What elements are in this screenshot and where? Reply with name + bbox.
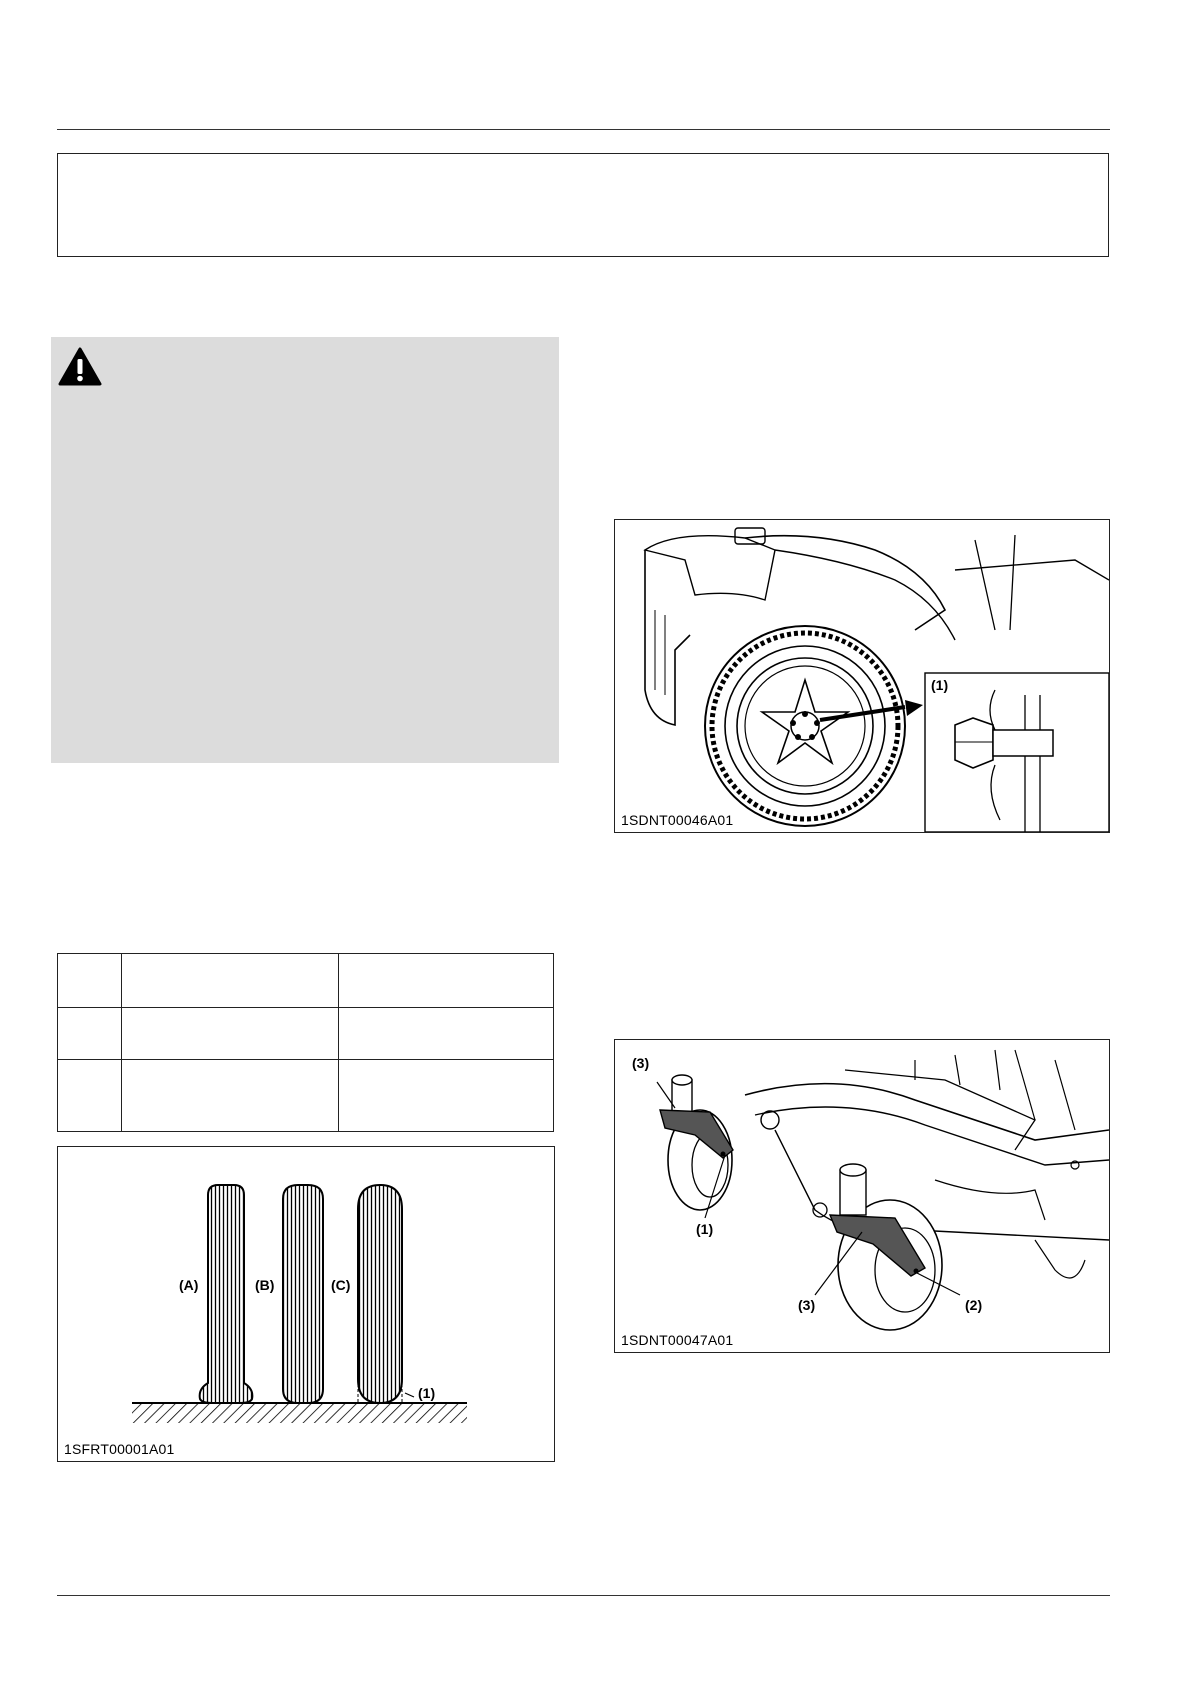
label-b: (B) — [255, 1277, 275, 1293]
tire-overinflated — [358, 1185, 402, 1403]
table-cell — [122, 1008, 339, 1060]
figure-code: 1SDNT00046A01 — [621, 812, 734, 828]
table-cell — [122, 1060, 339, 1132]
warning-triangle-icon — [58, 347, 102, 386]
table-cell — [339, 1060, 554, 1132]
wheel-illustration — [615, 520, 1109, 832]
warning-panel — [51, 337, 559, 763]
wheel-nut-figure — [614, 519, 1110, 833]
header-rule — [57, 129, 1110, 130]
table-cell — [58, 954, 122, 1008]
callout-2: (2) — [965, 1297, 983, 1313]
tire-correct — [283, 1185, 323, 1403]
callout-3-right: (3) — [798, 1297, 816, 1313]
label-c: (C) — [331, 1277, 351, 1293]
tire-spec-table — [57, 953, 554, 1132]
note-box — [57, 153, 1109, 257]
caster-illustration — [615, 1040, 1109, 1352]
callout-1: (1) — [696, 1221, 714, 1237]
table-cell — [122, 954, 339, 1008]
table-cell — [339, 954, 554, 1008]
table-cell — [339, 1008, 554, 1060]
label-a: (A) — [179, 1277, 199, 1293]
tire-wear-illustration — [58, 1147, 554, 1427]
caster-figure — [614, 1039, 1110, 1353]
callout-3-left: (3) — [632, 1055, 650, 1071]
tire-wear-figure — [57, 1146, 555, 1462]
figure-code: 1SDNT00047A01 — [621, 1332, 734, 1348]
tire-underinflated — [200, 1185, 253, 1403]
table-cell — [58, 1008, 122, 1060]
figure-code: 1SFRT00001A01 — [64, 1441, 175, 1457]
table-cell — [58, 1060, 122, 1132]
label-1: (1) — [418, 1385, 436, 1401]
footer-rule — [57, 1595, 1110, 1596]
inset-callout: (1) — [931, 677, 949, 693]
